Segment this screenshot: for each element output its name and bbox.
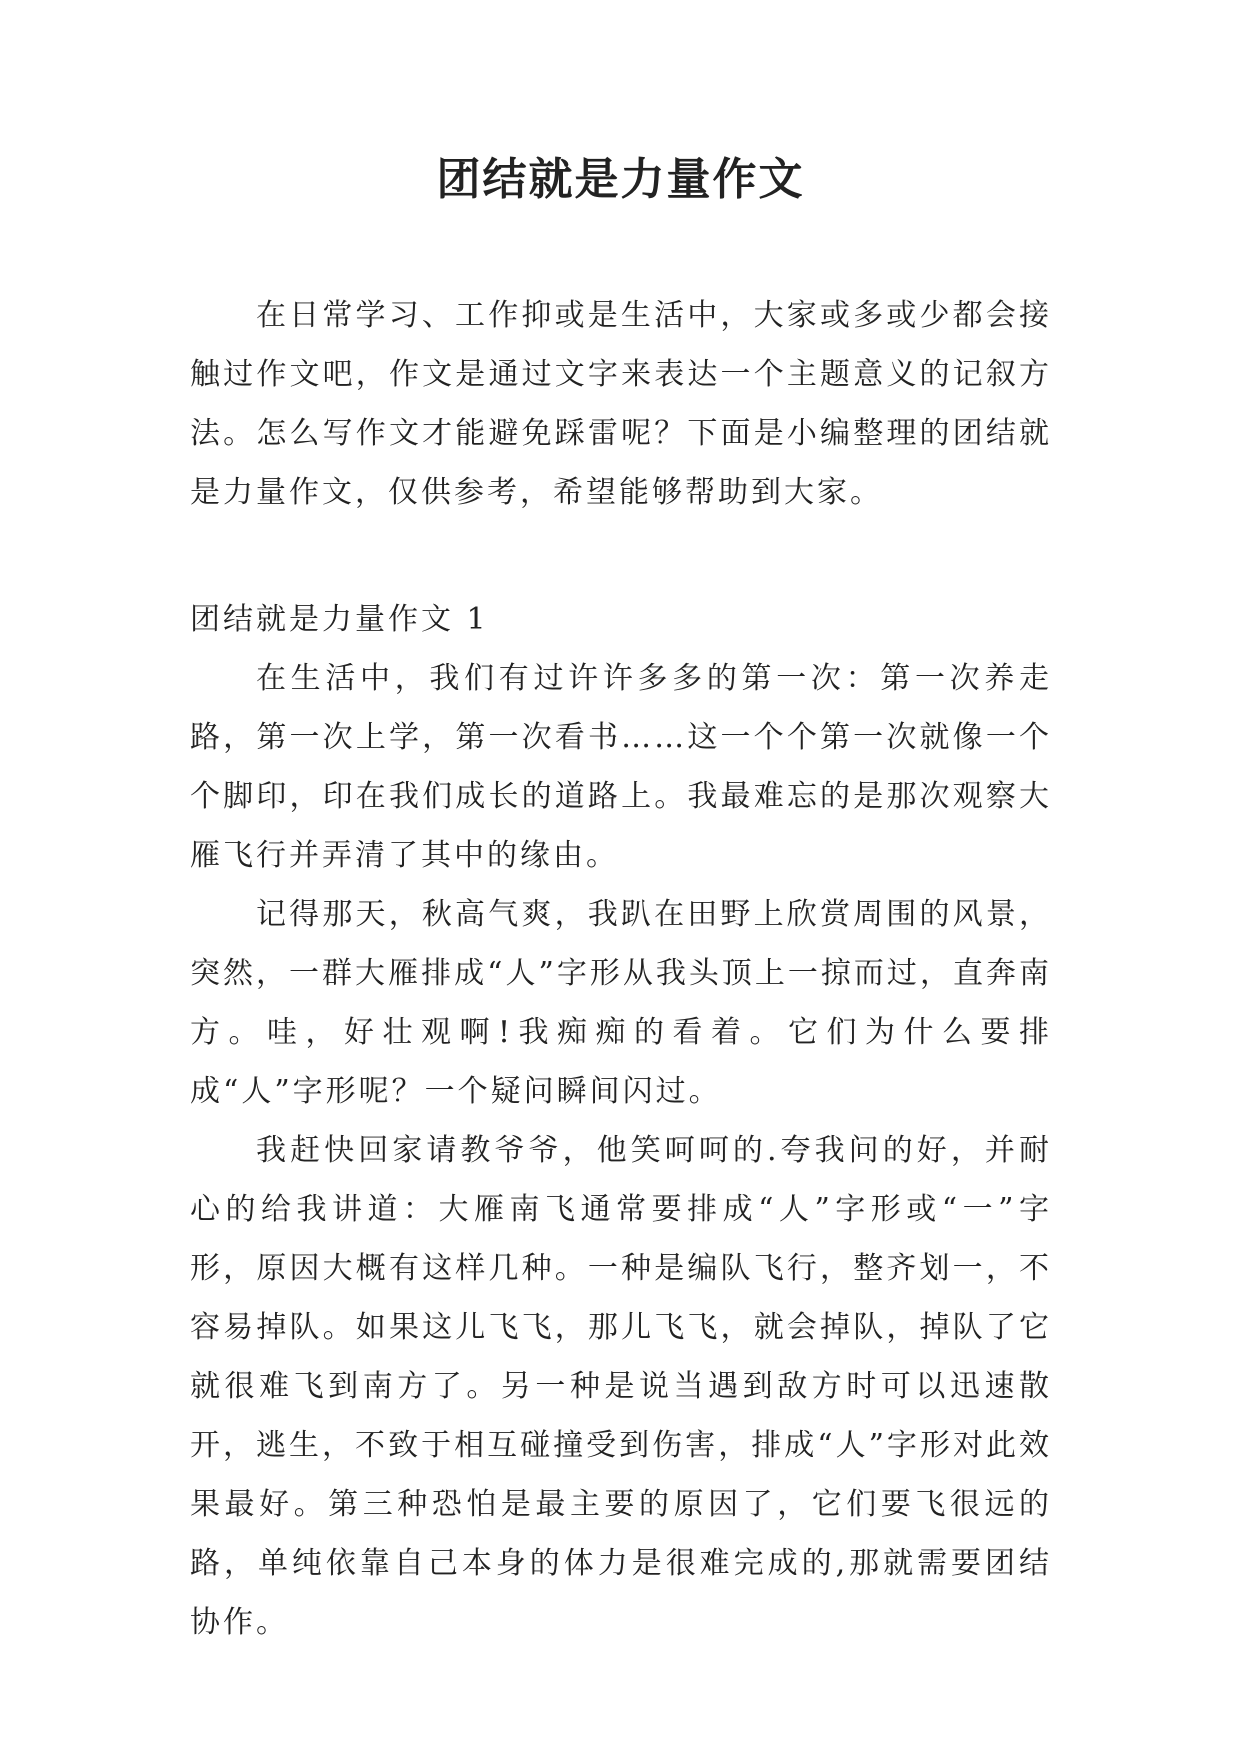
body-paragraph-3: 我赶快回家请教爷爷，他笑呵呵的.夸我问的好，并耐心的给我讲道：大雁南飞通常要排成“人”字形或“一”字形，原因大概有这样几种。一种是编队飞行，整齐划一，不容易掉队。如果这儿飞飞，那儿飞飞，就会掉队，掉队了它就很难飞到南方了。另一种是说当遇到敌方时可以迅速散开，逃生，不致于相互碰撞受到伤害，排成“人”字形对此效果最好。第三种恐怕是最主要的原因了，它们要飞很远的路，单纯依靠自己本身的体力是很难完成的,那就需要团结协作。 [190,1133,1052,1640]
intro-paragraph: 在日常学习、工作抑或是生活中，大家或多或少都会接触过作文吧，作文是通过文字来表达一个主题意义的记叙方法。怎么写作文才能避免踩雷呢？下面是小编整理的团结就是力量作文，仅供参考，希望能够帮助到大家。 [190,298,1052,510]
section-heading: 团结就是力量作文 1 [190,602,489,637]
body-paragraph-2: 记得那天，秋高气爽，我趴在田野上欣赏周围的风景，突然，一群大雁排成“人”字形从我头顶上一掠而过，直奔南方。哇，好壮观啊!我痴痴的看着。它们为什么要排成“人”字形呢？一个疑问瞬间闪过。 [190,897,1052,1109]
body-paragraph-1: 在生活中，我们有过许许多多的第一次：第一次养走路，第一次上学，第一次看书……这一个个第一次就像一个个脚印，印在我们成长的道路上。我最难忘的是那次观察大雁飞行并弄清了其中的缘由。 [190,661,1052,873]
document-body [190,286,1052,1652]
document-title: 团结就是力量作文 [436,154,805,205]
